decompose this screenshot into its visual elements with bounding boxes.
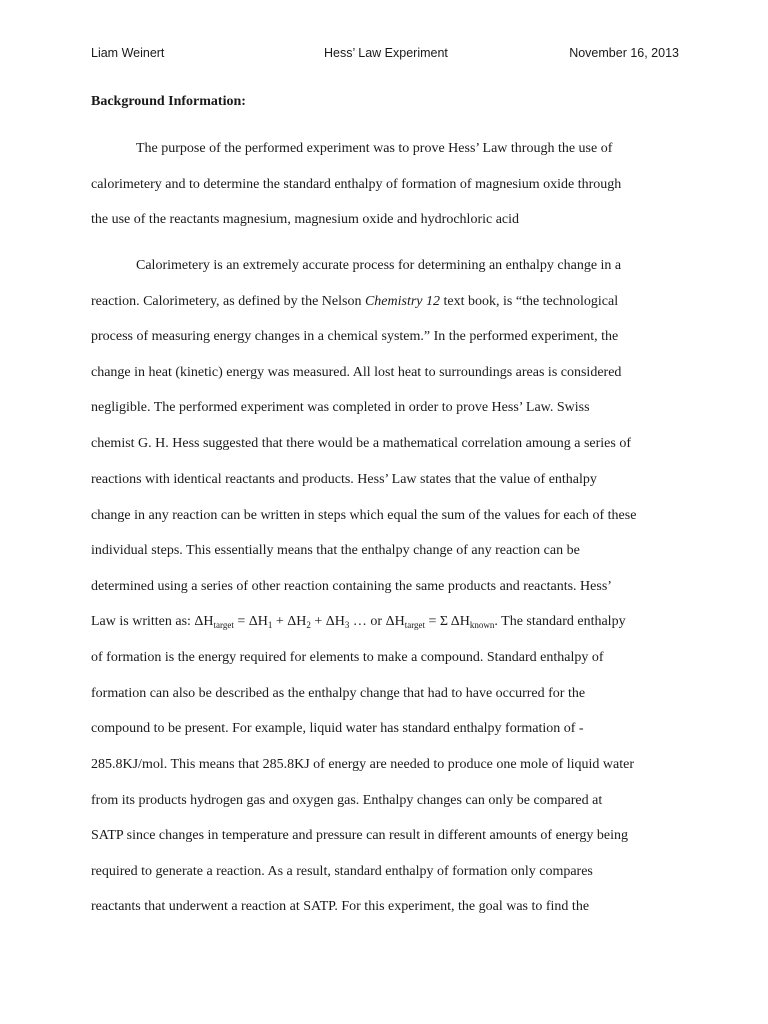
paragraph-2-line-16: from its products hydrogen gas and oxygen gas. Enthalpy changes can only be compared at [91, 793, 603, 808]
paragraph-2-line-17: SATP since changes in temperature and pressure can result in different amounts of energy being [91, 828, 629, 843]
paragraph-2-line-19: reactants that underwent a reaction at SATP. For this experiment, the goal was to find the [91, 899, 590, 914]
paragraph-2-line-1: Calorimetery is an extremely accurate process for determining an enthalpy change in a [136, 258, 622, 273]
paragraph-2-line-7: reactions with identical reactants and products. Hess’ Law states that the value of enthalpy [91, 472, 597, 487]
header-title: Hess’ Law Experiment [324, 46, 448, 60]
paragraph-1-line-3: the use of the reactants magnesium, magnesium oxide and hydrochloric acid [91, 212, 520, 227]
header-author: Liam Weinert [91, 46, 165, 60]
paragraph-2-line-15: 285.8KJ/mol. This means that 285.8KJ of energy are needed to produce one mole of liquid water [91, 757, 635, 772]
paragraph-1-line-1: The purpose of the performed experiment was to prove Hess’ Law through the use of [136, 141, 613, 156]
paragraph-2-line-18: required to generate a reaction. As a result, standard enthalpy of formation only compares [91, 864, 593, 879]
paragraph-2-line-13: formation can also be described as the enthalpy change that had to have occurred for the [91, 686, 586, 701]
paragraph-2-line-8: change in any reaction can be written in steps which equal the sum of the values for each of these [91, 508, 637, 523]
section-heading: Background Information: [91, 94, 246, 109]
paragraph-2-line-2: reaction. Calorimetery, as defined by the Nelson Chemistry 12 text book, is “the technological [91, 294, 619, 309]
page-header [91, 46, 679, 66]
paragraph-2-line-9: individual steps. This essentially means that the enthalpy change of any reaction can be [91, 543, 580, 558]
paragraph-2-line-5: negligible. The performed experiment was completed in order to prove Hess’ Law. Swiss [91, 400, 590, 415]
header-date: November 16, 2013 [569, 46, 679, 60]
hess-law-equation-line: Law is written as: $\Delta H_{target} = \Delta H_1 + \Delta H_2 + \Delta H_3$ … or $\Delta H_{target} = \Sigma$ $\Delta H_{known}$. The standard enthalpy [91, 614, 626, 630]
paragraph-2-line-12: of formation is the energy required for elements to make a compound. Standard enthalpy of [91, 650, 604, 665]
paragraph-2-line-10: determined using a series of other reaction containing the same products and reactants. Hess’ [91, 579, 612, 594]
paragraph-2-line-4: change in heat (kinetic) energy was measured. All lost heat to surroundings areas is considered [91, 365, 622, 380]
paragraph-2-line-14: compound to be present. For example, liquid water has standard enthalpy formation of - [91, 721, 584, 736]
book-title: Chemistry 12 [364, 294, 441, 309]
paragraph-2-line-6: chemist G. H. Hess suggested that there would be a mathematical correlation amoung a series of [91, 436, 631, 451]
paragraph-2-line-3: process of measuring energy changes in a chemical system.” In the performed experiment, the [91, 329, 619, 344]
paragraph-1-line-2: calorimetery and to determine the standard enthalpy of formation of magnesium oxide through [91, 177, 622, 192]
